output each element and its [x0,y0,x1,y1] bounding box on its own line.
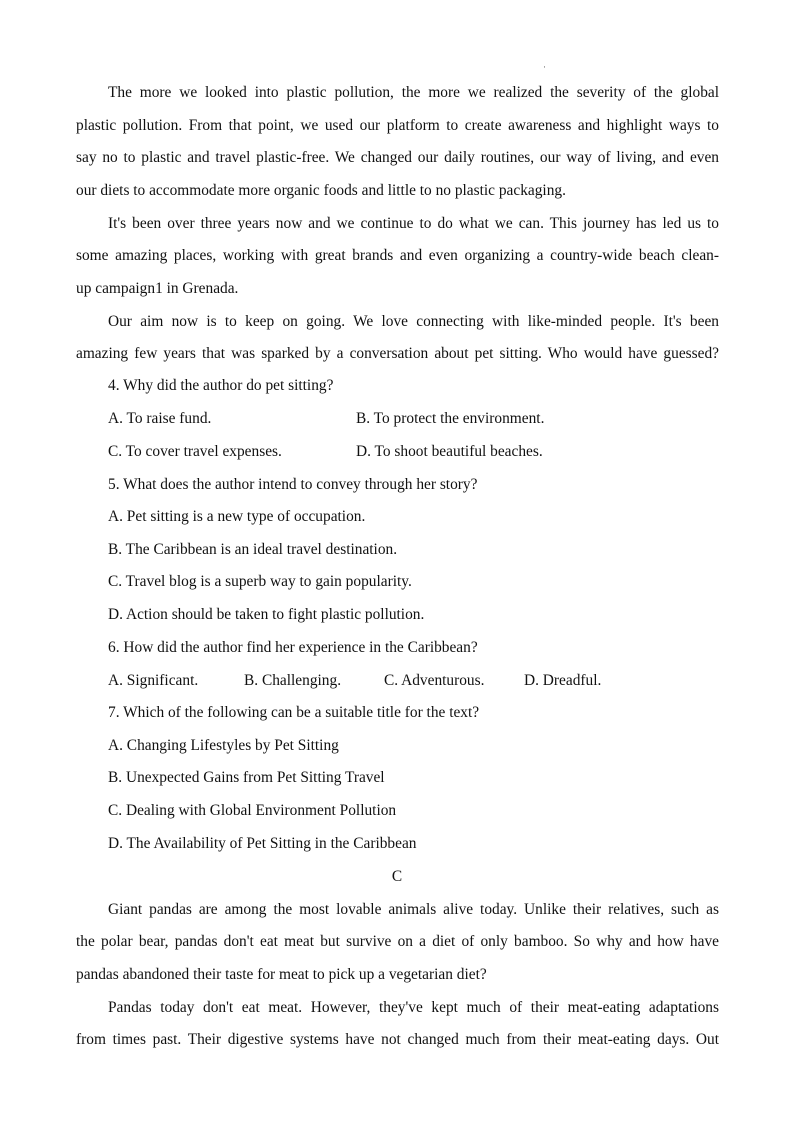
section-c-paragraph-1-line-3: pandas abandoned their taste for meat to pick up a vegetarian diet? [76,966,487,983]
paragraph-3-line-2: amazing few years that was sparked by a conversation about pet sitting. Who would have guessed? [76,345,719,362]
question-5-option-d: D. Action should be taken to fight plastic pollution. [108,606,425,623]
paragraph-2-line-1: It's been over three years now and we continue to do what we can. This journey has led us to [108,215,719,232]
question-7-stem: 7. Which of the following can be a suitable title for the text? [108,704,480,721]
paragraph-2-line-2: some amazing places, working with great brands and even organizing a country-wide beach clean- [76,247,719,264]
paragraph-1-line-1: The more we looked into plastic pollution, the more we realized the severity of the global [108,84,719,101]
paragraph-1-line-3: say no to plastic and travel plastic-free. We changed our daily routines, our way of living, and even [76,149,719,166]
page-marker: · [543,62,546,72]
question-5-stem: 5. What does the author intend to convey through her story? [108,476,478,493]
section-c-paragraph-2-line-2: from times past. Their digestive systems have not changed much from their meat-eating days. Out [76,1031,719,1048]
question-4-option-c: C. To cover travel expenses. [108,443,282,460]
section-c-paragraph-1-line-1: Giant pandas are among the most lovable animals alive today. Unlike their relatives, such as [108,901,719,918]
paragraph-1-line-4: our diets to accommodate more organic foods and little to no plastic packaging. [76,182,566,199]
question-4-stem: 4. Why did the author do pet sitting? [108,377,334,394]
question-6-option-a: A. Significant. [108,672,199,689]
question-5-option-b: B. The Caribbean is an ideal travel destination. [108,541,398,558]
paragraph-3-line-1: Our aim now is to keep on going. We love connecting with like-minded people. It's been [108,313,719,330]
question-5-option-a: A. Pet sitting is a new type of occupation. [108,508,366,525]
section-c-paragraph-2-line-1: Pandas today don't eat meat. However, they've kept much of their meat-eating adaptations [108,999,719,1016]
paragraph-2-line-3: up campaign1 in Grenada. [76,280,239,297]
question-4-option-b: B. To protect the environment. [356,410,545,427]
question-7-option-d: D. The Availability of Pet Sitting in the Caribbean [108,835,417,852]
question-7-option-b: B. Unexpected Gains from Pet Sitting Travel [108,769,385,786]
question-6-option-c: C. Adventurous. [384,672,485,689]
question-5-option-c: C. Travel blog is a superb way to gain popularity. [108,573,412,590]
question-6-stem: 6. How did the author find her experience in the Caribbean? [108,639,478,656]
question-4-option-a: A. To raise fund. [108,410,212,427]
question-6-option-b: B. Challenging. [244,672,342,689]
question-6-option-d: D. Dreadful. [524,672,602,689]
section-c-paragraph-1-line-2: the polar bear, pandas don't eat meat but survive on a diet of only bamboo. So why and how have [76,933,719,950]
question-7-option-c: C. Dealing with Global Environment Pollution [108,802,397,819]
question-7-option-a: A. Changing Lifestyles by Pet Sitting [108,737,339,754]
section-c-heading: C [391,868,403,885]
question-4-option-d: D. To shoot beautiful beaches. [356,443,543,460]
paragraph-1-line-2: plastic pollution. From that point, we used our platform to create awareness and highlight ways to [76,117,719,134]
